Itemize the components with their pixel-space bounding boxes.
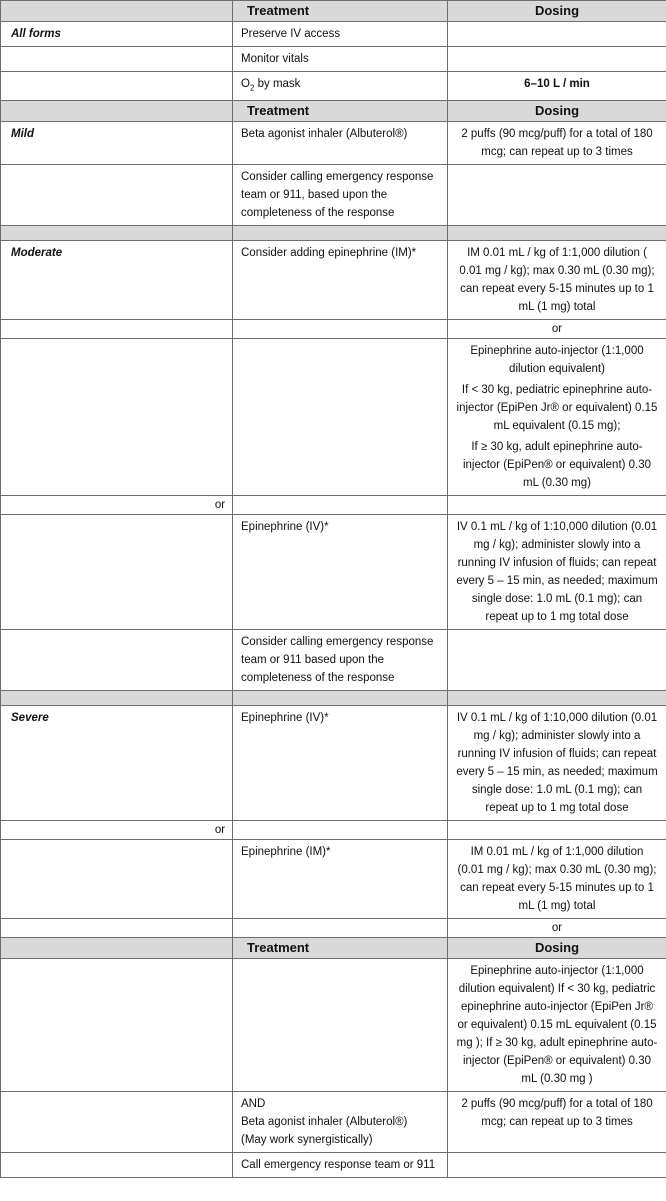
dose-cell xyxy=(448,47,666,72)
table-row xyxy=(1,840,666,919)
table-row xyxy=(1,122,666,165)
dose-cell: 6–10 L / min xyxy=(448,72,666,101)
header-row xyxy=(1,101,666,122)
treatment-cell: Epinephrine (IV)* xyxy=(233,706,448,821)
category-moderate: Moderate xyxy=(1,241,233,320)
separator-row xyxy=(1,226,666,241)
table-row xyxy=(1,339,666,496)
table-row xyxy=(1,47,666,72)
header-treatment: Treatment xyxy=(233,101,448,122)
header-row xyxy=(1,1,666,22)
table-row xyxy=(1,241,666,320)
or-label: or xyxy=(448,320,666,339)
header-treatment: Treatment xyxy=(233,938,448,959)
or-label: or xyxy=(113,496,328,515)
header-dosing: Dosing xyxy=(448,101,666,122)
dose-cell-autoinjector: Epinephrine auto-injector (1:1,000 dilution equivalent) If < 30 kg, pediatric epinephrine auto-injector (EpiPen Jr® or equivalent) 0.15 mL equivalent (0.15 mg ); If ≥ 30 kg, adult epinephrine auto-injector (EpiPen® or equivalent) 0.30 mL (0.30 mg ) xyxy=(448,959,666,1092)
header-dosing: Dosing xyxy=(448,1,666,22)
treatment-cell-beta: AND Beta agonist inhaler (Albuterol®) (May work synergistically) xyxy=(233,1092,448,1153)
table-row xyxy=(1,515,666,630)
treatment-cell: Epinephrine (IV)* xyxy=(233,515,448,630)
or-row xyxy=(1,320,666,339)
table-row xyxy=(1,165,666,226)
treatment-cell: Epinephrine (IM)* xyxy=(233,840,448,919)
treatment-cell: Consider calling emergency response team or 911 based upon the completeness of the response xyxy=(233,630,448,691)
treatment-cell: Beta agonist inhaler (Albuterol®) xyxy=(233,122,448,165)
treatment-cell: Consider adding epinephrine (IM)* xyxy=(233,241,448,320)
or-row xyxy=(1,496,666,515)
category-severe: Severe xyxy=(1,706,233,821)
category-all-forms: All forms xyxy=(1,22,233,47)
dose-cell: IV 0.1 mL / kg of 1:10,000 dilution (0.01 mg / kg); administer slowly into a running IV infusion of fluids; can repeat every 5 – 15 min, as needed; maximum single dose: 1.0 mL (0.1 mg); can repeat up to 1 mg total dose xyxy=(448,515,666,630)
dose-cell: IM 0.01 mL / kg of 1:1,000 dilution (0.01 mg / kg); max 0.30 mL (0.30 mg); can repeat every 5-15 minutes up to 1 mL (1 mg) total xyxy=(448,840,666,919)
table-row xyxy=(1,706,666,821)
table-row xyxy=(1,959,666,1092)
dose-cell: 2 puffs (90 mcg/puff) for a total of 180 mcg; can repeat up to 3 times xyxy=(448,122,666,165)
dose-cell xyxy=(448,22,666,47)
dose-cell: IV 0.1 mL / kg of 1:10,000 dilution (0.01 mg / kg); administer slowly into a running IV infusion of fluids; can repeat every 5 – 15 min, as needed; maximum single dose: 1.0 mL (0.1 mg); can repeat up to 1 mg total dose xyxy=(448,706,666,821)
dose-cell-autoinjector: Epinephrine auto-injector (1:1,000 dilution equivalent) If < 30 kg, pediatric epinephrine auto-injector (EpiPen Jr® or equivalent) 0.15 mL equivalent (0.15 mg); If ≥ 30 kg, adult epinephrine auto-injector (EpiPen® or equivalent) 0.30 mL (0.30 mg) xyxy=(448,339,666,496)
or-row xyxy=(1,821,666,840)
header-row xyxy=(1,938,666,959)
or-label: or xyxy=(113,821,328,840)
category-mild: Mild xyxy=(1,122,233,165)
table-row xyxy=(1,72,666,101)
treatment-cell: Preserve IV access xyxy=(233,22,448,47)
table-row xyxy=(1,630,666,691)
table-row xyxy=(1,22,666,47)
treatment-cell: Consider calling emergency response team or 911, based upon the completeness of the response xyxy=(233,165,448,226)
table-row xyxy=(1,1153,666,1178)
dose-cell: 2 puffs (90 mcg/puff) for a total of 180 mcg; can repeat up to 3 times xyxy=(448,1092,666,1153)
header-treatment: Treatment xyxy=(233,1,448,22)
table-row xyxy=(1,1092,666,1153)
or-row xyxy=(1,919,666,938)
treatment-cell: Call emergency response team or 911 xyxy=(233,1153,448,1178)
or-label: or xyxy=(448,919,666,938)
header-empty xyxy=(1,1,233,22)
treatment-cell-o2: $O_2$ by mask xyxy=(233,72,448,101)
dose-cell: IM 0.01 mL / kg of 1:1,000 dilution ( 0.01 mg / kg); max 0.30 mL (0.30 mg); can repeat every 5-15 minutes up to 1 mL (1 mg) total xyxy=(448,241,666,320)
treatment-cell: Monitor vitals xyxy=(233,47,448,72)
header-dosing: Dosing xyxy=(448,938,666,959)
separator-row xyxy=(1,691,666,706)
